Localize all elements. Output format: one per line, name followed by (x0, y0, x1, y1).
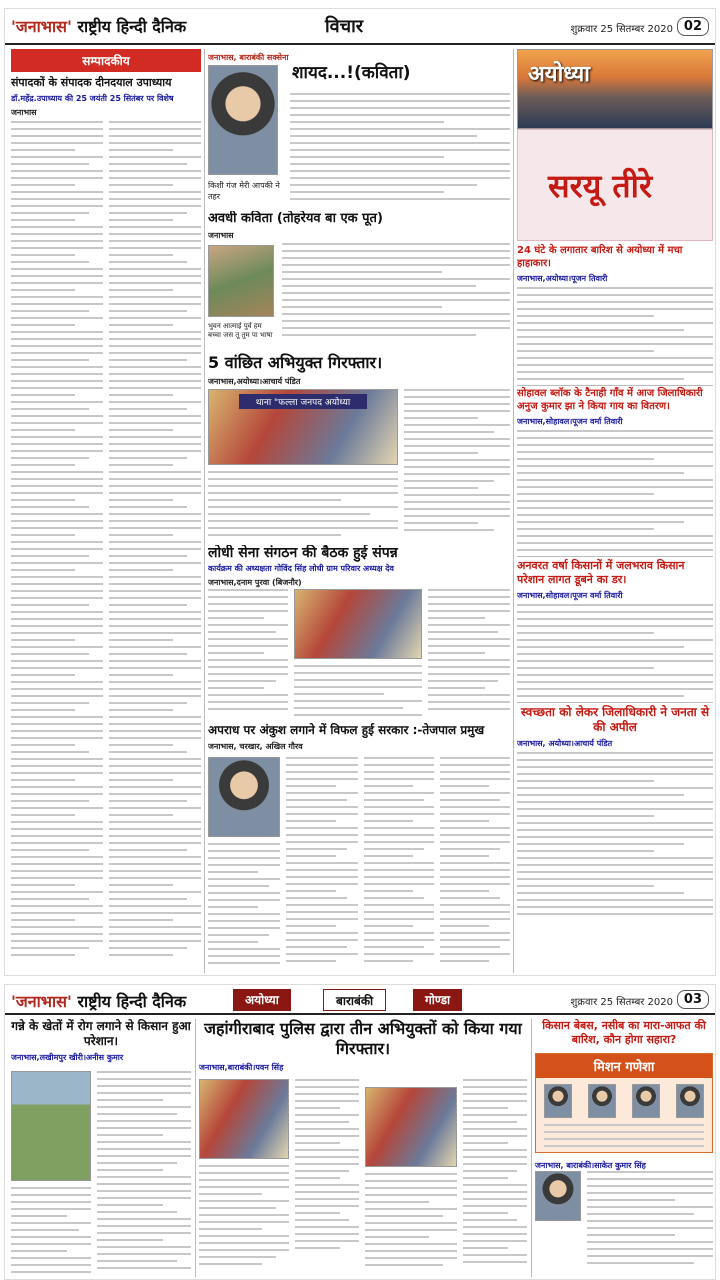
swachhta-text (517, 752, 713, 915)
sugarcane-story (11, 1019, 191, 1277)
brand-logo (11, 990, 186, 1012)
tab-ayodhya[interactable]: अयोध्या (233, 989, 291, 1011)
ad-portrait (632, 1084, 660, 1118)
mission-ganesha-ad[interactable] (535, 1053, 713, 1153)
column-divider (195, 1019, 196, 1277)
police-text-b (199, 1165, 289, 1270)
editorial-text-left (11, 121, 103, 961)
editorial-text-right (109, 121, 201, 961)
arrest-text-bottom (208, 471, 398, 541)
lodhi-text-right (428, 589, 510, 715)
poem1-byline: जनाभास, बाराबंकी सक्सेना (208, 53, 289, 62)
tejpal-dateline: जनाभास, चरखार, अखिल गौरव (208, 742, 303, 751)
poem1-caption: किशी गंज मेरी आपकी ने तहर (208, 181, 280, 201)
editorial-dateline: जनाभास (11, 107, 37, 117)
sugarcane-dateline: जनाभास,लखीमपुर खीरी।अनीस कुमार (11, 1053, 124, 1062)
section-rule (517, 385, 713, 386)
tejpal-headline: अपराध पर अंकुश लगाने में विफल हुई सरकार :-तेजपाल प्रमुख (208, 723, 485, 737)
farmer-fate-story (535, 1019, 713, 1277)
masthead (5, 9, 715, 45)
section-rule (517, 556, 713, 557)
column-divider-right (513, 49, 514, 973)
tab-gonda[interactable]: गोण्डा (413, 989, 462, 1011)
lodhi-text-mid (294, 665, 422, 721)
farmer-fate-text (587, 1171, 713, 1269)
poem1-title: शायद...!(कविता) (292, 63, 411, 83)
brand-name: 'जनाभास' (11, 992, 72, 1011)
police-text-a (295, 1079, 359, 1254)
ad-title: मिशन गणेशा (536, 1054, 712, 1078)
lodhi-dateline: जनाभास,दनाम पुरवा (बिजनौर) (208, 577, 302, 587)
ad-portrait (676, 1084, 704, 1118)
brand-logo (11, 15, 186, 37)
farmers-dateline: जनाभास,सोहावल।पूजन वर्मा तिवारी (517, 590, 623, 600)
lodhi-photo (294, 589, 422, 659)
rain-dateline: जनाभास,अयोध्या।पूजन तिवारी (517, 274, 608, 283)
tejpal-text-c (364, 757, 434, 967)
ayodhya-banner-photo (517, 49, 713, 129)
editorial-column (11, 49, 201, 973)
ad-portraits (536, 1084, 712, 1118)
issue-date: शुक्रवार 25 सितम्बर 2020 (570, 997, 673, 1008)
rain-text (517, 287, 713, 380)
newspaper-page-02 (4, 8, 716, 976)
ayodhya-banner-title: अयोध्या (528, 61, 590, 87)
page-number: 02 (677, 17, 709, 36)
police-dateline: जनाभास,बाराबंकी।पवन सिंह (199, 1063, 284, 1072)
police-text-d (463, 1079, 527, 1268)
poem-shayad (208, 49, 510, 209)
editorial-headline: संपादकों के संपादक दीनदयाल उपाध्याय (11, 76, 172, 89)
arrest-text-right (404, 389, 510, 536)
poet-photo (208, 65, 278, 175)
farmers-headline: अनवरत वर्षा किसानों में जलभराव किसान परेशान लागत डूबने का डर। (517, 559, 685, 586)
tejpal-text-d (440, 757, 510, 967)
section-title: विचार (325, 16, 364, 37)
saryu-feature-title: सरयू तीरे (548, 167, 653, 205)
arrest-story (208, 353, 510, 543)
police-station-sign: थाना "फल्ला जनपद अयोध्या (239, 394, 367, 409)
sugarcane-photo (11, 1071, 91, 1181)
editorial-label: सम्पादकीय (11, 49, 201, 72)
tejpal-photo (208, 757, 280, 837)
editorial-byline: डॉ.महेंद्र.उपाध्याय की 25 जयंती 25 सितंबर पर विशेष (11, 93, 174, 103)
issue-date: शुक्रवार 25 सितम्बर 2020 (570, 24, 673, 35)
newspaper-page-03 (4, 984, 716, 1280)
ration-text (517, 430, 713, 551)
column-divider (204, 49, 205, 973)
poem2-text (282, 243, 510, 341)
sugarcane-headline: गन्ने के खेतों में रोग लगाने से किसान हुआ परेशान। (11, 1019, 191, 1048)
lodhi-headline: लोधी सेना संगठन की बैठक हुई संपन्न (208, 545, 398, 561)
poem1-text (290, 93, 510, 205)
brand-tagline: राष्ट्रीय हिन्दी दैनिक (77, 17, 187, 36)
sugarcane-text-right (97, 1071, 191, 1274)
ad-portrait (544, 1084, 572, 1118)
poem2-caption: भुवन आत्माई पुर्व हम बच्चा जस तू तुम पा भाषा (208, 322, 273, 339)
poem-awadhi (208, 211, 510, 351)
lodhi-meeting-story (208, 545, 510, 721)
saryu-feature-box (517, 129, 713, 241)
police-headline: जहांगीराबाद पुलिस द्वारा तीन अभियुक्तों को किया गया गिरफ्तार। (204, 1019, 522, 1058)
police-text-c (365, 1173, 457, 1271)
lodhi-subhead: कार्यक्रम की अध्यक्षता गोविंद सिंह लोधी ग्राम परिवार अध्यक्ष देव (208, 563, 394, 573)
tab-barabanki[interactable]: बाराबंकी (323, 989, 386, 1011)
section-rule (517, 702, 713, 703)
sugarcane-text-left (11, 1187, 91, 1277)
ration-headline: सोहावल ब्लॉक के टैनाही गाँव में आज जिलाधिकारी अनुज कुमार झा ने किया गाय का वितरण। (517, 388, 703, 412)
rain-headline: 24 घंटे के लगातार बारिश से अयोध्या में मचा हाहाकार। (517, 245, 683, 269)
column-divider (531, 1019, 532, 1277)
farmers-text (517, 604, 713, 697)
brand-name: 'जनाभास' (11, 17, 72, 36)
police-story (199, 1019, 527, 1277)
page-number: 03 (677, 990, 709, 1009)
police-photo-left (199, 1079, 289, 1159)
arrest-photo (208, 389, 398, 465)
tejpal-text-b (286, 757, 358, 967)
swachhta-headline: स्वच्छता को लेकर जिलाधिकारी ने जनता से की अपील (520, 704, 710, 734)
tejpal-text-a (208, 843, 280, 969)
editorial-body (11, 121, 201, 961)
farmer-fate-headline: किसान बेबस, नसीब का मारा-आफत की बारिश, कौन होगा सहारा? (542, 1019, 706, 1046)
arrest-dateline: जनाभास,अयोध्या।आचार्य पंडित (208, 377, 301, 386)
arrest-headline: 5 वांछित अभियुक्त गिरफ्तार। (208, 353, 383, 372)
tejpal-story (208, 723, 510, 973)
brand-tagline: राष्ट्रीय हिन्दी दैनिक (77, 992, 187, 1011)
farmer-fate-photo (535, 1171, 581, 1221)
poet2-photo (208, 245, 274, 317)
ad-text (536, 1118, 712, 1147)
poem2-title: अवधी कविता (तोहरेयव बा एक पूत) (208, 211, 383, 226)
police-photo-right (365, 1087, 457, 1167)
swachhta-dateline: जनाभास, अयोध्या।आचार्य पंडित (517, 738, 613, 748)
ration-dateline: जनाभास,सोहावल।पूजन वर्मा तिवारी (517, 417, 623, 426)
lodhi-text-left (208, 589, 288, 715)
poem2-dateline: जनाभास (208, 231, 234, 241)
ad-portrait (588, 1084, 616, 1118)
page3-masthead (5, 985, 715, 1015)
farmer-fate-dateline: जनाभास, बाराबंकी।साकेत कुमार सिंह (535, 1161, 646, 1170)
ayodhya-column (517, 49, 713, 973)
